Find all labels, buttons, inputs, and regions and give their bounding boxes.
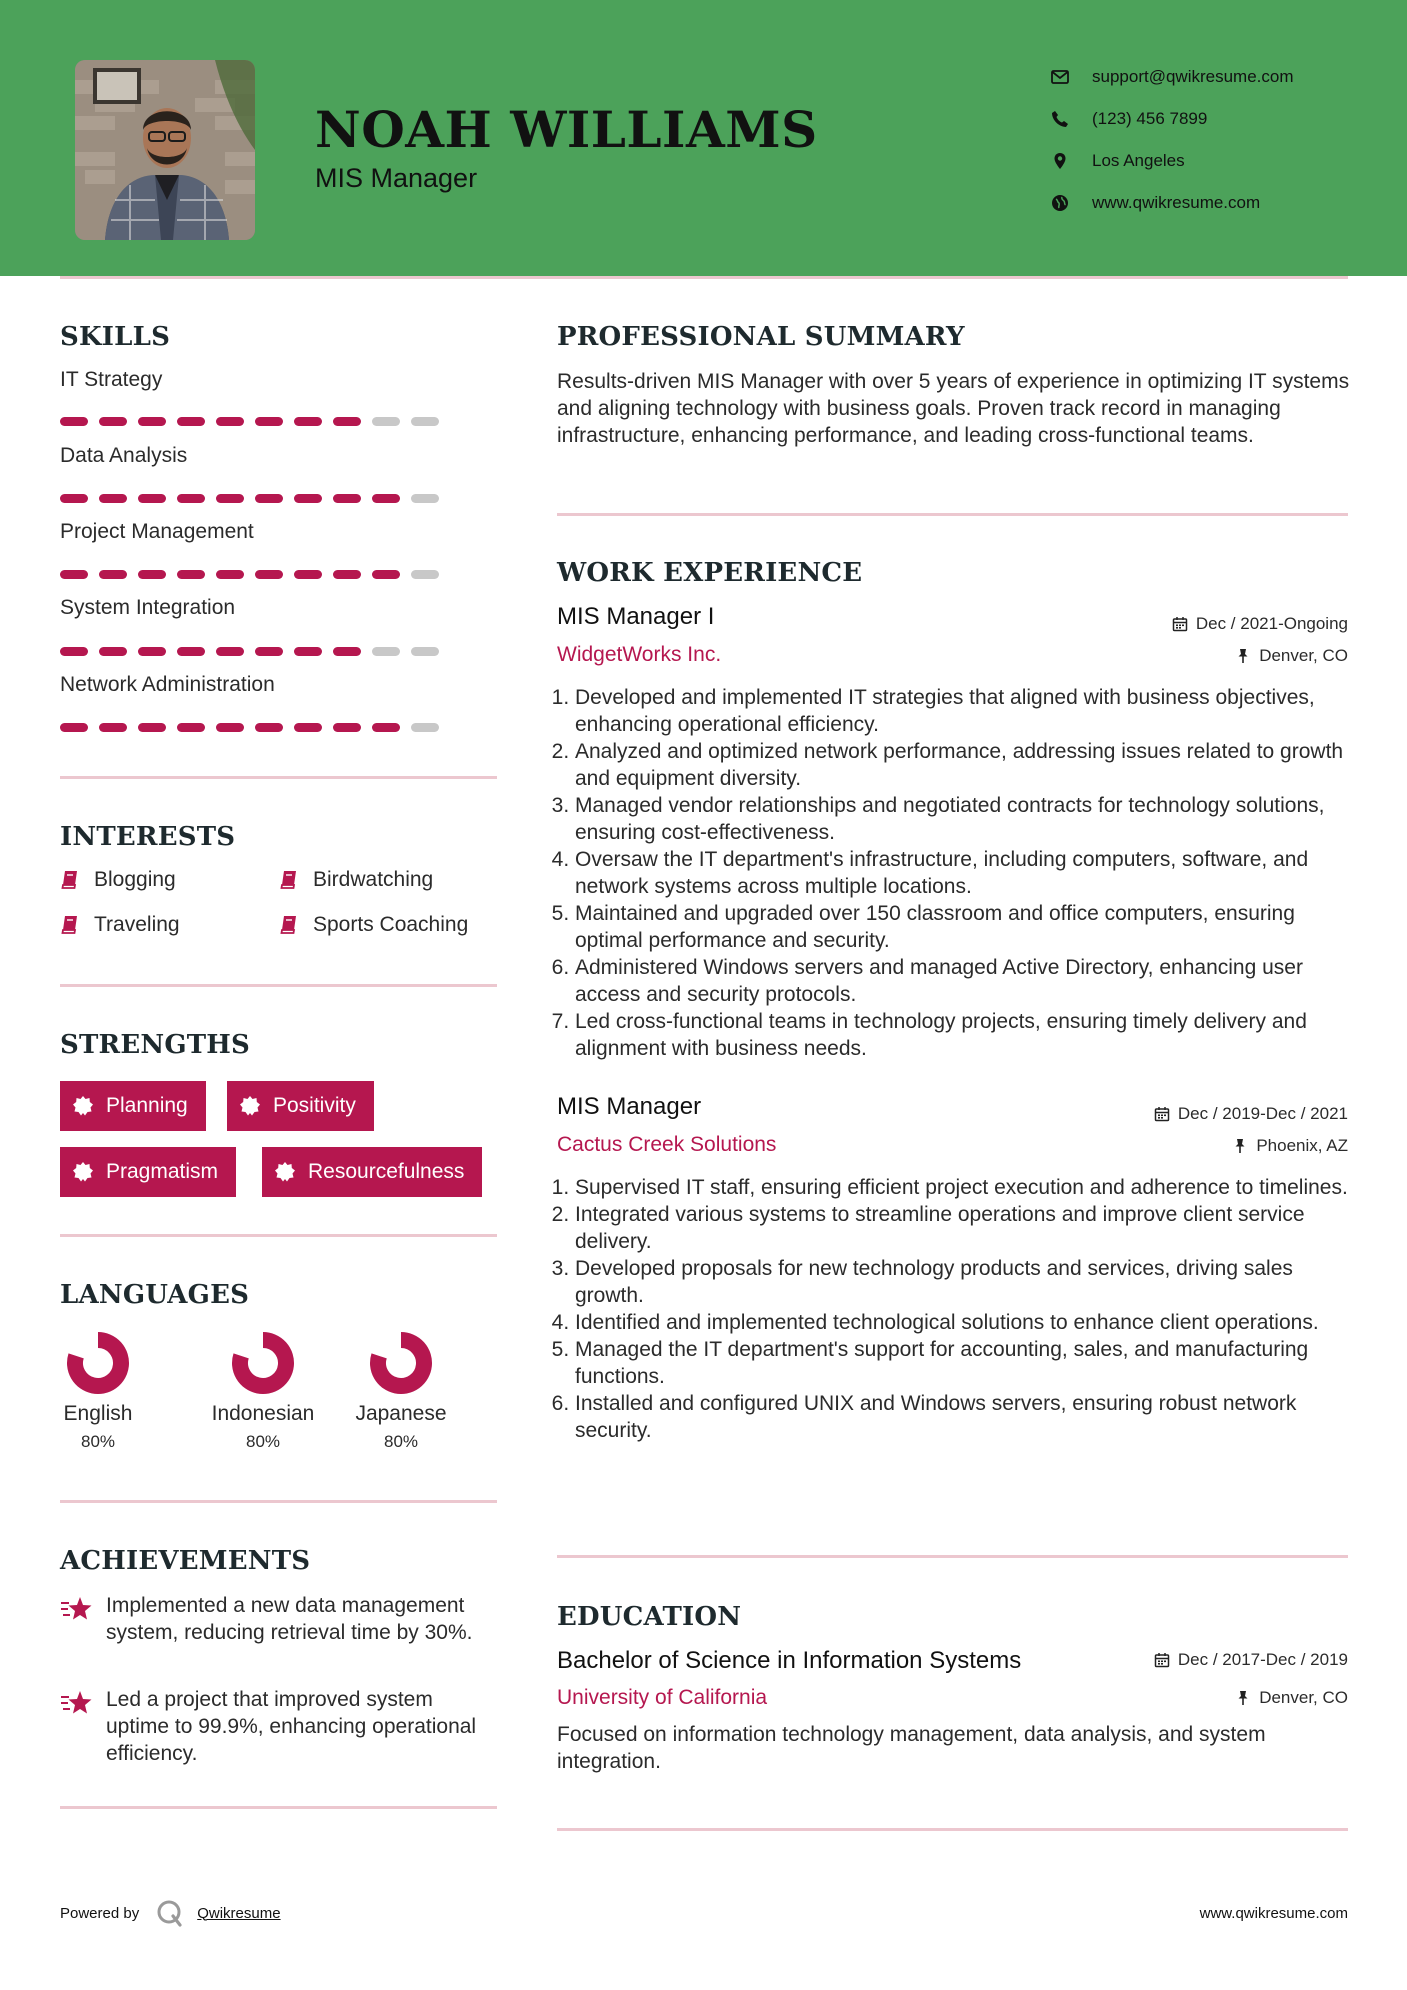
language-percent: 80%: [245, 1432, 281, 1451]
job-title: MIS Manager I: [557, 603, 715, 630]
skill-dot-filled: [177, 417, 205, 426]
skill-dot-filled: [99, 723, 127, 732]
skill-dot-filled: [138, 647, 166, 656]
job-bullet: 4. Identified and implemented technological solutions to enhance client operations.: [575, 1309, 1350, 1336]
skill-level-bar: [60, 417, 450, 426]
skill-dot-filled: [294, 723, 322, 732]
job-location-text: Phoenix, AZ: [1256, 1136, 1348, 1155]
contact-location-text: Los Angeles: [1092, 151, 1185, 170]
contact-website-text: www.qwikresume.com: [1092, 193, 1261, 212]
strength-tag: [262, 1147, 482, 1197]
skill-dot-filled: [60, 417, 88, 426]
skill-dot-filled: [177, 647, 205, 656]
section-divider: [60, 984, 497, 987]
language-percent: 80%: [80, 1432, 116, 1451]
skill-dot-filled: [99, 417, 127, 426]
contact-list: [1050, 56, 1380, 224]
job-dates: [1154, 1104, 1348, 1124]
education-location: [1235, 1688, 1348, 1708]
pin-icon: [1232, 1138, 1248, 1154]
map-pin-icon: [1050, 151, 1070, 171]
skill-level-bar: [60, 570, 450, 579]
experience-heading: WORK EXPERIENCE: [557, 558, 863, 588]
candidate-role: MIS Manager: [315, 163, 478, 193]
skill-dot-filled: [255, 647, 283, 656]
phone-icon: [1050, 109, 1070, 129]
job-bullet: 3. Managed vendor relationships and negotiated contracts for technology solutions, ensuring cost-effectiveness.: [575, 792, 1350, 846]
skill-dot-filled: [294, 494, 322, 503]
strengths-heading: STRENGTHS: [60, 1030, 251, 1060]
qwikresume-logo-icon: [155, 1898, 185, 1928]
profile-photo-illustration: [75, 60, 255, 240]
interest-label: Blogging: [94, 868, 176, 891]
strength-tag: [60, 1147, 236, 1197]
skill-label: System Integration: [60, 596, 236, 619]
section-divider: [60, 1500, 497, 1503]
job-bullet-list: [575, 684, 1350, 1062]
book-icon: [279, 914, 299, 936]
skill-dot-empty: [411, 647, 439, 656]
school-name: University of California: [557, 1686, 768, 1709]
skill-level-bar: [60, 647, 450, 656]
contact-phone[interactable]: [1050, 98, 1380, 140]
job-dates: [1172, 614, 1348, 634]
strength-tag: [60, 1081, 206, 1131]
achievement-item: [60, 1686, 500, 1767]
skill-dot-filled: [372, 723, 400, 732]
strength-label: Resourcefulness: [308, 1160, 465, 1183]
strength-tag: [227, 1081, 374, 1131]
badge-icon: [72, 1095, 94, 1117]
skill-dot-empty: [411, 494, 439, 503]
job-bullet: 6. Installed and configured UNIX and Windows servers, ensuring robust network security.: [575, 1390, 1350, 1444]
book-icon: [60, 914, 80, 936]
education-description: Focused on information technology management, data analysis, and system integration.: [557, 1723, 1266, 1773]
job-title: MIS Manager: [557, 1093, 702, 1120]
skills-heading: SKILLS: [60, 322, 171, 352]
header-banner: [0, 0, 1407, 276]
skill-dot-empty: [411, 570, 439, 579]
strength-label: Planning: [106, 1094, 188, 1117]
calendar-icon: [1154, 1106, 1170, 1122]
language-item: [28, 1330, 168, 1452]
section-divider: [60, 776, 497, 779]
interests-heading: INTERESTS: [60, 822, 236, 852]
skill-dot-empty: [411, 417, 439, 426]
skill-dot-filled: [333, 417, 361, 426]
language-ring: [368, 1330, 434, 1396]
skill-dot-filled: [60, 570, 88, 579]
skill-dot-filled: [138, 494, 166, 503]
skill-dot-filled: [99, 494, 127, 503]
job-bullet: 3. Developed proposals for new technology products and services, driving sales growth.: [575, 1255, 1350, 1309]
job-location: [1235, 646, 1348, 666]
pin-icon: [1235, 648, 1251, 664]
qwikresume-link[interactable]: Qwikresume: [197, 1904, 281, 1922]
envelope-icon: [1050, 67, 1070, 87]
profile-photo: [75, 60, 255, 240]
skill-dot-filled: [255, 723, 283, 732]
contact-website[interactable]: [1050, 182, 1380, 224]
calendar-icon: [1154, 1652, 1170, 1668]
job-bullet: 1. Supervised IT staff, ensuring efficient project execution and adherence to timelines.: [575, 1174, 1350, 1201]
job-bullet: 5. Maintained and upgraded over 150 classroom and office computers, ensuring optimal performance and security.: [575, 900, 1350, 954]
language-name: Indonesian: [211, 1402, 315, 1425]
skill-dot-filled: [216, 570, 244, 579]
language-name: English: [63, 1402, 133, 1425]
skill-dot-empty: [372, 647, 400, 656]
job-bullet: 4. Oversaw the IT department's infrastructure, including computers, software, and network systems across multiple locations.: [575, 846, 1350, 900]
section-divider: [557, 1555, 1348, 1558]
skill-dot-filled: [216, 647, 244, 656]
section-divider: [557, 1828, 1348, 1831]
badge-icon: [72, 1161, 94, 1183]
footer-url[interactable]: www.qwikresume.com: [1199, 1905, 1348, 1922]
language-ring: [65, 1330, 131, 1396]
skill-dot-filled: [99, 570, 127, 579]
skill-dot-filled: [138, 417, 166, 426]
skill-label: Network Administration: [60, 673, 275, 696]
education-dates: [1154, 1650, 1348, 1670]
job-location: [1232, 1136, 1348, 1156]
skill-dot-empty: [372, 417, 400, 426]
skill-dot-filled: [177, 570, 205, 579]
job-bullet: 2. Analyzed and optimized network performance, addressing issues related to growth and equipment diversity.: [575, 738, 1350, 792]
skill-dot-filled: [333, 494, 361, 503]
interest-item: [60, 868, 176, 892]
skill-label: Project Management: [60, 520, 254, 543]
skill-level-bar: [60, 723, 450, 732]
skill-dot-filled: [372, 494, 400, 503]
education-heading: EDUCATION: [557, 1602, 742, 1632]
job-location-text: Denver, CO: [1259, 646, 1348, 665]
job-bullet: 6. Administered Windows servers and managed Active Directory, enhancing user access and security protocols.: [575, 954, 1350, 1008]
skill-dot-filled: [294, 417, 322, 426]
skill-label: IT Strategy: [60, 368, 163, 391]
calendar-icon: [1172, 616, 1188, 632]
contact-email[interactable]: [1050, 56, 1380, 98]
skill-dot-filled: [99, 647, 127, 656]
skill-dot-filled: [177, 494, 205, 503]
contact-phone-text: (123) 456 7899: [1092, 109, 1208, 128]
skill-dot-filled: [333, 570, 361, 579]
job-bullet: 1. Developed and implemented IT strategies that aligned with business objectives, enhancing operational efficiency.: [575, 684, 1350, 738]
skill-dot-empty: [411, 723, 439, 732]
achievement-text: Led a project that improved system uptime to 99.9%, enhancing operational efficiency.: [106, 1688, 477, 1765]
company-name: Cactus Creek Solutions: [557, 1133, 777, 1156]
education-dates-text: Dec / 2017-Dec / 2019: [1177, 1650, 1348, 1669]
languages-heading: LANGUAGES: [60, 1280, 250, 1310]
contact-location: [1050, 140, 1380, 182]
skill-dot-filled: [333, 647, 361, 656]
strength-label: Positivity: [273, 1094, 356, 1117]
section-divider: [60, 1234, 497, 1237]
skill-dot-filled: [216, 417, 244, 426]
language-item: [193, 1330, 333, 1452]
skill-dot-filled: [138, 723, 166, 732]
job-dates-text: Dec / 2019-Dec / 2021: [1177, 1104, 1348, 1123]
globe-icon: [1050, 193, 1070, 213]
job-bullet: 2. Integrated various systems to streamline operations and improve client service delivery.: [575, 1201, 1350, 1255]
skill-level-bar: [60, 494, 450, 503]
badge-icon: [274, 1161, 296, 1183]
skill-dot-filled: [372, 570, 400, 579]
achievements-heading: ACHIEVEMENTS: [60, 1546, 311, 1576]
skill-dot-filled: [216, 494, 244, 503]
skill-dot-filled: [255, 417, 283, 426]
achievement-text: Implemented a new data management system, reducing retrieval time by 30%.: [106, 1594, 473, 1644]
section-divider: [60, 1806, 497, 1809]
skill-dot-filled: [138, 570, 166, 579]
strength-label: Pragmatism: [106, 1160, 219, 1183]
book-icon: [60, 869, 80, 891]
language-name: Japanese: [355, 1402, 447, 1425]
powered-by-label: Powered by: [60, 1904, 140, 1922]
skill-dot-filled: [60, 647, 88, 656]
language-item: [331, 1330, 471, 1452]
header-divider: [60, 276, 1348, 279]
star-award-icon: [60, 1688, 94, 1718]
language-percent: 80%: [383, 1432, 419, 1451]
degree-title: Bachelor of Science in Information Systems: [557, 1647, 1022, 1674]
skill-dot-filled: [333, 723, 361, 732]
job-bullet: 5. Managed the IT department's support for accounting, sales, and manufacturing functions.: [575, 1336, 1350, 1390]
skill-dot-filled: [216, 723, 244, 732]
company-name: WidgetWorks Inc.: [557, 643, 722, 666]
interest-item: [279, 913, 468, 937]
interest-label: Birdwatching: [313, 868, 434, 891]
summary-heading: PROFESSIONAL SUMMARY: [557, 322, 965, 352]
skill-dot-filled: [294, 647, 322, 656]
interest-label: Traveling: [94, 913, 180, 936]
skill-label: Data Analysis: [60, 444, 188, 467]
star-award-icon: [60, 1594, 94, 1624]
language-ring: [230, 1330, 296, 1396]
badge-icon: [239, 1095, 261, 1117]
skill-dot-filled: [255, 570, 283, 579]
summary-text: Results-driven MIS Manager with over 5 years of experience in optimizing IT systems and aligning technology with business goals. Proven track record in managing infrastructure, enhancing performance, and leading cross-functional teams.: [557, 370, 1350, 447]
skill-dot-filled: [60, 494, 88, 503]
interest-item: [60, 913, 180, 937]
skill-dot-filled: [60, 723, 88, 732]
skill-dot-filled: [294, 570, 322, 579]
skill-dot-filled: [177, 723, 205, 732]
contact-email-text: support@qwikresume.com: [1092, 67, 1294, 86]
skill-dot-filled: [255, 494, 283, 503]
job-bullet-list: [575, 1174, 1350, 1444]
book-icon: [279, 869, 299, 891]
interest-item: [279, 868, 433, 892]
interest-label: Sports Coaching: [313, 913, 469, 936]
candidate-name: NOAH WILLIAMS: [315, 100, 818, 159]
section-divider: [557, 513, 1348, 516]
achievement-item: [60, 1592, 500, 1646]
pin-icon: [1235, 1690, 1251, 1706]
job-bullet: 7. Led cross-functional teams in technology projects, ensuring timely delivery and alignment with business needs.: [575, 1008, 1350, 1062]
education-location-text: Denver, CO: [1259, 1688, 1348, 1707]
footer-powered-by: [60, 1898, 281, 1928]
job-dates-text: Dec / 2021-Ongoing: [1195, 614, 1348, 633]
